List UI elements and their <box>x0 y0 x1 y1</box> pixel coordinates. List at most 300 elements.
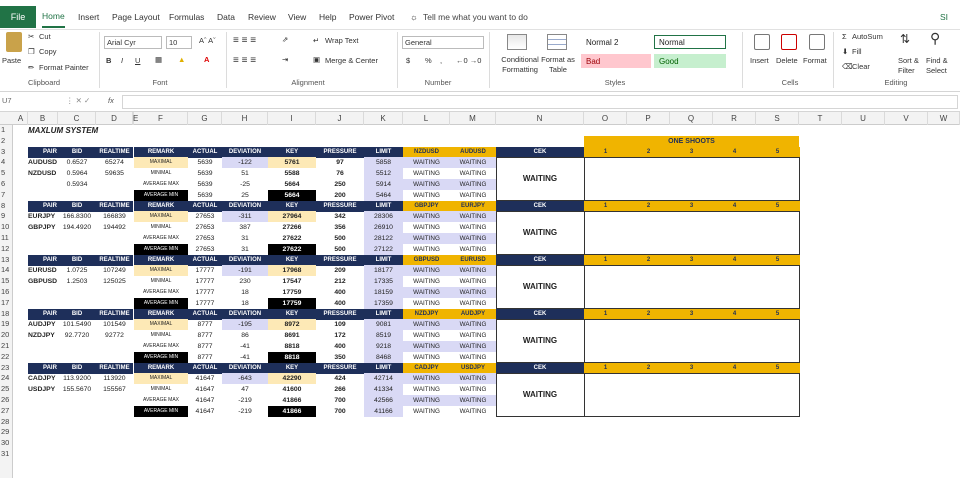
key-value: 42290 <box>268 373 316 384</box>
remark-0: MAXIMAL <box>134 373 188 384</box>
tab-insert[interactable]: Insert <box>78 12 100 22</box>
row-header-31[interactable]: 31 <box>1 449 10 458</box>
shoot-number-4: 4 <box>713 201 756 212</box>
column-header-t[interactable]: T <box>799 112 842 125</box>
limit-value: 5858 <box>364 157 403 168</box>
limit-value: 17359 <box>364 298 403 309</box>
realtime-value: 59635 <box>105 170 124 178</box>
realtime-value <box>96 179 133 190</box>
comma-button[interactable]: , <box>440 56 443 65</box>
column-header-a[interactable]: A <box>14 112 28 125</box>
cut-button[interactable]: Cut <box>39 32 51 41</box>
fill-icon[interactable]: ⬇ <box>842 47 849 56</box>
pressure-value: 700 <box>334 407 346 415</box>
shoot-number-2: 2 <box>627 309 670 320</box>
key-value: 17759 <box>268 298 316 309</box>
column-header-w[interactable]: W <box>928 112 960 125</box>
merge-center-button[interactable]: Merge & Center <box>325 56 378 65</box>
decimal-icon[interactable]: ←0 →0 <box>456 56 482 65</box>
merge-icon[interactable]: ▣ <box>313 55 321 64</box>
pair-name: CADJPY <box>28 375 56 383</box>
actual-value: 5639 <box>197 181 213 188</box>
deviation-value: 51 <box>241 170 249 178</box>
clear-button[interactable]: Clear <box>852 62 870 71</box>
column-header-f[interactable]: F <box>134 112 188 125</box>
header-bid: BID <box>58 309 96 320</box>
column-header-k[interactable]: K <box>364 112 403 125</box>
remark-1: MINIMAL <box>134 168 188 179</box>
header-limit: LIMIT <box>364 147 403 158</box>
column-header-h[interactable]: H <box>222 112 268 125</box>
cek-status: WAITING <box>522 282 558 292</box>
key-value: 8972 <box>268 319 316 330</box>
deviation-value: -643 <box>222 373 268 384</box>
font-color-icon[interactable]: A <box>204 55 210 64</box>
actual-value: 27653 <box>195 224 215 232</box>
remark-3: AVERAGE MIN <box>134 244 188 255</box>
indent-icon[interactable]: ⇥ <box>282 55 289 64</box>
shoot-number-5: 5 <box>756 309 799 320</box>
bid-value <box>58 233 96 244</box>
status-pair-a: WAITING <box>403 352 450 363</box>
row-header-30[interactable]: 30 <box>1 438 10 448</box>
cek-box <box>496 157 800 200</box>
status-pair-b: WAITING <box>450 179 496 190</box>
pressure-value: 350 <box>334 353 346 361</box>
tab-help[interactable]: Help <box>319 12 337 22</box>
tab-page-layout[interactable]: Page Layout <box>112 12 160 22</box>
status-pair-a: WAITING <box>403 341 450 352</box>
remark-3: AVERAGE MIN <box>134 352 188 363</box>
actual-value: 41647 <box>195 375 215 383</box>
limit-value: 5464 <box>364 190 403 201</box>
actual-value: 27653 <box>195 245 215 253</box>
currency-button[interactable]: $ <box>406 56 411 65</box>
key-value: 27622 <box>268 244 316 255</box>
conditional-formatting-button[interactable]: Conditional Formatting <box>501 55 539 74</box>
row-header-16[interactable]: 16 <box>1 287 10 296</box>
column-header-d[interactable]: D <box>96 112 133 125</box>
header-pair: PAIR <box>28 201 72 212</box>
remark-1: MINIMAL <box>134 384 188 395</box>
header-actual: ACTUAL <box>188 147 222 158</box>
tab-power-pivot[interactable]: Power Pivot <box>349 12 395 22</box>
key-value: 8818 <box>268 341 316 352</box>
key-value: 5588 <box>268 168 316 179</box>
pressure-value: 97 <box>336 159 344 167</box>
row-header-11[interactable]: 11 <box>1 233 9 242</box>
status-pair-b: WAITING <box>450 341 496 352</box>
actual-value: 8777 <box>197 353 213 361</box>
header-deviation: DEVIATION <box>222 201 268 212</box>
status-pair-b: WAITING <box>450 384 496 395</box>
row-header-26[interactable]: 26 <box>1 395 10 404</box>
pressure-value: 209 <box>334 267 346 275</box>
conditional-formatting-icon[interactable] <box>507 34 527 50</box>
remark-3: AVERAGE MIN <box>134 406 188 417</box>
column-header-i[interactable]: I <box>268 112 316 125</box>
row-header-8[interactable]: 8 <box>1 200 6 210</box>
row-header-2[interactable]: 2 <box>1 135 6 145</box>
column-header-b[interactable]: B <box>28 112 58 125</box>
remark-0: MAXIMAL <box>134 265 188 276</box>
cek-box <box>496 211 800 254</box>
format-painter-icon[interactable]: ✏ <box>28 63 35 72</box>
remark-3: AVERAGE MIN <box>134 190 188 201</box>
header-fill <box>799 147 800 158</box>
row-header-20[interactable]: 20 <box>1 330 10 340</box>
deviation-value: -122 <box>222 157 268 168</box>
status-pair-a: WAITING <box>403 265 450 276</box>
shoot-number-3: 3 <box>670 363 713 374</box>
row-header-19[interactable]: 19 <box>1 319 10 329</box>
column-header-v[interactable]: V <box>885 112 928 125</box>
row-header-23[interactable]: 23 <box>1 362 10 372</box>
divider <box>397 32 398 88</box>
shoot-number-4: 4 <box>713 147 756 158</box>
remark-2: AVERAGE MAX <box>134 287 188 298</box>
key-value: 27622 <box>268 233 316 244</box>
pressure-value: 212 <box>334 278 346 286</box>
header-realtime: REALTIME <box>96 309 133 320</box>
cek-header: CEK <box>496 309 584 320</box>
file-tab[interactable]: File <box>0 6 36 28</box>
formula-cancel-icon[interactable]: ⋮ ✕ ✓ <box>66 96 91 105</box>
limit-value: 41334 <box>364 384 403 395</box>
header-bid: BID <box>58 255 96 266</box>
actual-value: 41647 <box>195 386 215 394</box>
clipboard-group-label: Clipboard <box>27 78 61 87</box>
sort-filter-icon[interactable]: ⇅ <box>900 32 911 46</box>
key-value: 27266 <box>268 222 316 233</box>
fx-button[interactable]: fx <box>108 96 114 105</box>
header-limit: LIMIT <box>364 255 403 266</box>
insert-button[interactable]: Insert <box>750 56 769 65</box>
clear-icon[interactable]: ⌫ <box>842 62 853 71</box>
key-value: 17968 <box>268 265 316 276</box>
header-remark: REMARK <box>134 201 188 212</box>
delete-button[interactable]: Delete <box>776 56 798 65</box>
style-normal[interactable]: Normal <box>654 35 726 49</box>
format-as-table-icon[interactable] <box>547 34 567 50</box>
column-header-l[interactable]: L <box>403 112 450 125</box>
user-icon[interactable]: SI <box>940 12 949 22</box>
pair-b-header: AUDUSD <box>450 147 496 158</box>
align-top-icon[interactable]: ≡ ≡ ≡ <box>233 35 257 46</box>
row-header-22[interactable]: 22 <box>1 351 10 361</box>
bid-value: 0.6527 <box>66 159 88 167</box>
divider <box>742 32 743 88</box>
limit-value: 18159 <box>364 287 403 298</box>
limit-value: 9081 <box>364 319 403 330</box>
insert-icon[interactable] <box>754 34 770 50</box>
row-header-17[interactable]: 17 <box>1 297 10 307</box>
row-header-4[interactable]: 4 <box>1 157 6 167</box>
pressure-value: 266 <box>334 386 346 394</box>
font-name-select[interactable]: Arial Cyr <box>104 36 162 49</box>
realtime-value: 194492 <box>103 224 126 232</box>
header-bid: BID <box>58 363 96 374</box>
row-header-3[interactable]: 3 <box>1 146 6 156</box>
cek-status: WAITING <box>522 390 558 400</box>
tab-formulas[interactable]: Formulas <box>169 12 205 22</box>
deviation-value: 31 <box>241 235 249 242</box>
column-header-o[interactable]: O <box>584 112 627 125</box>
paste-button[interactable]: Paste <box>2 56 22 65</box>
tab-home[interactable]: Home <box>42 6 65 28</box>
status-pair-b: WAITING <box>450 330 496 341</box>
actual-value: 8777 <box>197 321 213 329</box>
header-key: KEY <box>268 309 316 320</box>
shoot-number-4: 4 <box>713 363 756 374</box>
actual-value: 41647 <box>195 407 215 415</box>
pair-name <box>28 395 58 406</box>
tell-me-search[interactable]: Tell me what you want to do <box>423 12 528 22</box>
header-deviation: DEVIATION <box>222 363 268 374</box>
actual-value: 27653 <box>195 235 215 242</box>
bid-value: 194.4920 <box>62 224 92 232</box>
grow-font-icon[interactable]: Aˆ Aˇ <box>199 36 216 45</box>
header-bid: BID <box>58 201 96 212</box>
style-normal2[interactable]: Normal 2 <box>581 35 651 49</box>
bid-value: 1.2503 <box>66 278 88 286</box>
pressure-value: 342 <box>334 213 346 221</box>
pair-name: NZDUSD <box>28 170 57 178</box>
status-pair-a: WAITING <box>403 287 450 298</box>
row-header-14[interactable]: 14 <box>1 265 10 275</box>
status-pair-b: WAITING <box>450 276 496 287</box>
underline-button[interactable]: U <box>135 56 141 65</box>
delete-icon[interactable] <box>781 34 797 50</box>
actual-value: 17777 <box>195 278 215 286</box>
paste-icon[interactable] <box>6 32 22 52</box>
row-header-15[interactable]: 15 <box>1 276 10 286</box>
deviation-value: -41 <box>240 353 250 361</box>
divider <box>833 32 834 88</box>
number-format-select[interactable]: General <box>402 36 484 49</box>
status-pair-a: WAITING <box>403 179 450 190</box>
align-left-icon[interactable]: ≡ ≡ ≡ <box>233 55 257 66</box>
header-bid: BID <box>58 147 96 158</box>
pair-b-header: EURJPY <box>450 201 496 212</box>
key-value: 8818 <box>268 352 316 363</box>
sheet-title: MAXLUM SYSTEM <box>28 126 99 135</box>
format-as-table-button[interactable]: Format as Table <box>541 55 575 74</box>
key-value: 41600 <box>268 384 316 395</box>
cek-header: CEK <box>496 363 584 374</box>
row-header-13[interactable]: 13 <box>1 254 10 264</box>
row-header-1[interactable]: 1 <box>1 125 6 134</box>
shoot-number-1: 1 <box>584 255 627 266</box>
header-actual: ACTUAL <box>188 255 222 266</box>
row-header-27[interactable]: 27 <box>1 405 10 415</box>
bid-value <box>58 395 96 406</box>
deviation-value: 25 <box>241 191 249 199</box>
fill-button[interactable]: Fill <box>852 47 862 56</box>
status-pair-b: WAITING <box>450 287 496 298</box>
shoot-number-2: 2 <box>627 255 670 266</box>
shoot-number-3: 3 <box>670 255 713 266</box>
status-pair-b: WAITING <box>450 168 496 179</box>
realtime-value: 92772 <box>105 332 124 340</box>
header-key: KEY <box>268 255 316 266</box>
pressure-value: 250 <box>334 181 346 188</box>
font-size-select[interactable]: 10 <box>166 36 192 49</box>
key-value: 5664 <box>268 190 316 201</box>
format-painter-button[interactable]: Format Painter <box>39 63 89 72</box>
remark-2: AVERAGE MAX <box>134 341 188 352</box>
status-pair-a: WAITING <box>403 319 450 330</box>
wrap-text-button[interactable]: Wrap Text <box>325 36 359 45</box>
column-header-p[interactable]: P <box>627 112 670 125</box>
number-group-label: Number <box>424 78 452 87</box>
shoot-number-1: 1 <box>584 309 627 320</box>
pair-a-header: NZDUSD <box>403 147 450 158</box>
percent-button[interactable]: % <box>425 56 432 65</box>
find-select-button[interactable]: Find & Select <box>926 56 948 75</box>
cek-header: CEK <box>496 201 584 212</box>
cek-box <box>496 265 800 308</box>
bold-button[interactable]: B <box>106 56 112 65</box>
key-value: 8691 <box>268 330 316 341</box>
actual-value: 8777 <box>197 343 213 350</box>
status-pair-b: WAITING <box>450 319 496 330</box>
cek-status: WAITING <box>522 174 558 184</box>
realtime-value <box>96 395 133 406</box>
row-header-18[interactable]: 18 <box>1 308 10 318</box>
status-pair-b: WAITING <box>450 373 496 384</box>
status-pair-b: WAITING <box>450 298 496 309</box>
ribbon <box>0 30 960 92</box>
key-value: 5761 <box>268 157 316 168</box>
format-button[interactable]: Format <box>803 56 827 65</box>
shoot-number-5: 5 <box>756 201 799 212</box>
pressure-value: 109 <box>334 321 346 329</box>
autosum-icon[interactable]: Σ <box>842 32 847 41</box>
lightbulb-icon: ☼ <box>410 12 418 22</box>
realtime-value: 166839 <box>103 213 126 221</box>
column-header-r[interactable]: R <box>713 112 756 125</box>
limit-value: 27122 <box>364 244 403 255</box>
shoot-number-3: 3 <box>670 147 713 158</box>
header-actual: ACTUAL <box>188 309 222 320</box>
status-pair-a: WAITING <box>403 298 450 309</box>
status-pair-b: WAITING <box>450 222 496 233</box>
actual-value: 17777 <box>195 299 215 307</box>
row-header-12[interactable]: 12 <box>1 243 10 253</box>
row-header-25[interactable]: 25 <box>1 384 10 394</box>
column-headers <box>0 112 960 125</box>
remark-1: MINIMAL <box>134 330 188 341</box>
style-bad[interactable]: Bad <box>581 54 651 68</box>
cut-icon[interactable]: ✂ <box>28 32 35 41</box>
column-header-u[interactable]: U <box>842 112 885 125</box>
deviation-value: -195 <box>222 319 268 330</box>
sort-filter-button[interactable]: Sort & Filter <box>898 56 919 75</box>
row-header-5[interactable]: 5 <box>1 168 6 178</box>
borders-icon[interactable]: ▦ <box>155 55 163 64</box>
row-header-29[interactable]: 29 <box>1 427 10 437</box>
header-remark: REMARK <box>134 309 188 320</box>
pair-b-header: AUDJPY <box>450 309 496 320</box>
status-pair-a: WAITING <box>403 168 450 179</box>
name-box[interactable]: U7 <box>2 96 12 105</box>
actual-value: 27653 <box>195 213 215 221</box>
wrap-text-icon[interactable]: ↵ <box>313 36 320 45</box>
realtime-value: 101549 <box>103 321 126 329</box>
limit-value: 8519 <box>364 330 403 341</box>
autosum-button[interactable]: AutoSum <box>852 32 883 41</box>
formula-input[interactable] <box>122 95 958 109</box>
tab-review[interactable]: Review <box>248 12 276 22</box>
bid-value: 113.9200 <box>63 375 91 383</box>
cells-group-label: Cells <box>781 78 799 87</box>
format-icon[interactable] <box>809 34 825 50</box>
header-deviation: DEVIATION <box>222 147 268 158</box>
copy-icon[interactable]: ❐ <box>28 47 35 56</box>
realtime-value <box>96 287 133 298</box>
shoot-number-2: 2 <box>627 147 670 158</box>
copy-button[interactable]: Copy <box>39 47 57 56</box>
row-header-21[interactable]: 21 <box>1 341 10 350</box>
column-header-e[interactable]: E <box>133 114 139 123</box>
pressure-value: 400 <box>334 299 346 307</box>
column-header-c[interactable]: C <box>58 112 96 125</box>
key-value: 17759 <box>268 287 316 298</box>
status-pair-a: WAITING <box>403 276 450 287</box>
row-header-10[interactable]: 10 <box>1 222 10 232</box>
status-pair-b: WAITING <box>450 352 496 363</box>
column-header-m[interactable]: M <box>450 112 496 125</box>
deviation-value: 86 <box>241 332 249 340</box>
find-select-icon[interactable]: ⚲ <box>930 30 941 46</box>
row-header-9[interactable]: 9 <box>1 211 6 221</box>
pair-a-header: GBPJPY <box>403 201 450 212</box>
row-header-7[interactable]: 7 <box>1 189 6 199</box>
realtime-value <box>96 341 133 352</box>
tab-view[interactable]: View <box>288 12 307 22</box>
status-pair-a: WAITING <box>403 244 450 255</box>
limit-value: 28122 <box>364 233 403 244</box>
column-header-n[interactable]: N <box>496 112 584 125</box>
column-header-g[interactable]: G <box>188 112 222 125</box>
italic-button[interactable]: I <box>121 56 124 65</box>
row-header-24[interactable]: 24 <box>1 373 10 383</box>
cek-divider <box>584 157 585 200</box>
row-header-6[interactable]: 6 <box>1 179 6 188</box>
remark-1: MINIMAL <box>134 222 188 233</box>
shoot-number-5: 5 <box>756 255 799 266</box>
pair-a-header: NZDJPY <box>403 309 450 320</box>
tab-data[interactable]: Data <box>217 12 235 22</box>
column-header-q[interactable]: Q <box>670 112 713 125</box>
actual-value: 5639 <box>197 170 213 178</box>
fill-color-icon[interactable]: ▲ <box>178 55 186 64</box>
orientation-icon[interactable]: ⇗ <box>282 35 289 44</box>
remark-0: MAXIMAL <box>134 211 188 222</box>
shoot-number-3: 3 <box>670 201 713 212</box>
style-good[interactable]: Good <box>654 54 726 68</box>
header-pressure: PRESSURE <box>316 201 364 212</box>
row-header-28[interactable]: 28 <box>1 416 10 426</box>
column-header-s[interactable]: S <box>756 112 799 125</box>
remark-0: MAXIMAL <box>134 319 188 330</box>
pair-name: GBPUSD <box>28 278 58 286</box>
header-key: KEY <box>268 201 316 212</box>
column-header-j[interactable]: J <box>316 112 364 125</box>
remark-2: AVERAGE MAX <box>134 179 188 190</box>
pair-name: GBPJPY <box>28 224 56 232</box>
